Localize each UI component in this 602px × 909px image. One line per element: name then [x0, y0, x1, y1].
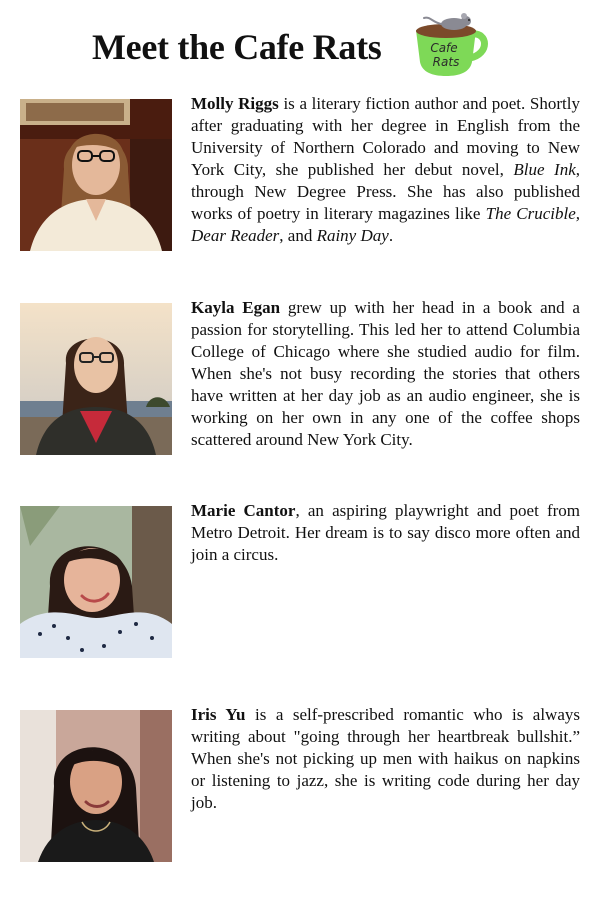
bio-segment: is a literary fiction author and poet. Shortly after graduating with her degree in English from the University of Northern Colorado and moving to New York City, she published her debut novel, [191, 94, 580, 179]
author-name: Iris Yu [191, 705, 246, 724]
bio-segment: , and [279, 226, 317, 245]
bio-segment: grew up with her head in a book and a passion for storytelling. This led her to attend Columbia College of Chicago where she studied audio for film. When she's not busy recording the stories that others have written at her day job as an audio engineer, she is working on her own in any one of the coffee shops scattered around New York City. [191, 298, 580, 449]
bio-text [191, 704, 580, 814]
page-title: Meet the Cafe Rats [92, 27, 382, 67]
book-title: Blue Ink [513, 160, 576, 179]
bio-text [191, 93, 580, 247]
logo-text-cafe: Cafe [430, 41, 458, 55]
bio-segment: , an aspiring playwright and poet from Metro Detroit. Her dream is to say disco more often and join a circus. [191, 501, 580, 564]
bio-segment: , through New Degree Press. She has also published works of poetry in literary magazines like [191, 160, 580, 223]
coffee-cup-rat-icon [410, 12, 492, 78]
bio-segment: is a self-prescribed romantic who is always writing about "going through her heartbreak bullshit.” When she's not picking up men with haikus on napkins or listening to jazz, she is writing code during her day job. [191, 705, 580, 812]
header [0, 12, 602, 82]
magazine-title: Rainy Day [316, 226, 389, 245]
profile-photo [20, 710, 172, 862]
logo-text-rats: Rats [432, 55, 460, 69]
bio-text [191, 297, 580, 451]
profile-photo [20, 99, 172, 251]
author-name: Kayla Egan [191, 298, 281, 317]
cafe-rats-logo [410, 12, 492, 78]
magazine-title: The Crucible, Dear Reader [191, 204, 580, 245]
profile-photo [20, 303, 172, 455]
bio-segment: . [388, 226, 394, 245]
profile-photo [20, 506, 172, 658]
bio-text [191, 500, 580, 566]
author-name: Marie Cantor [191, 501, 296, 520]
author-name: Molly Riggs [191, 94, 279, 113]
